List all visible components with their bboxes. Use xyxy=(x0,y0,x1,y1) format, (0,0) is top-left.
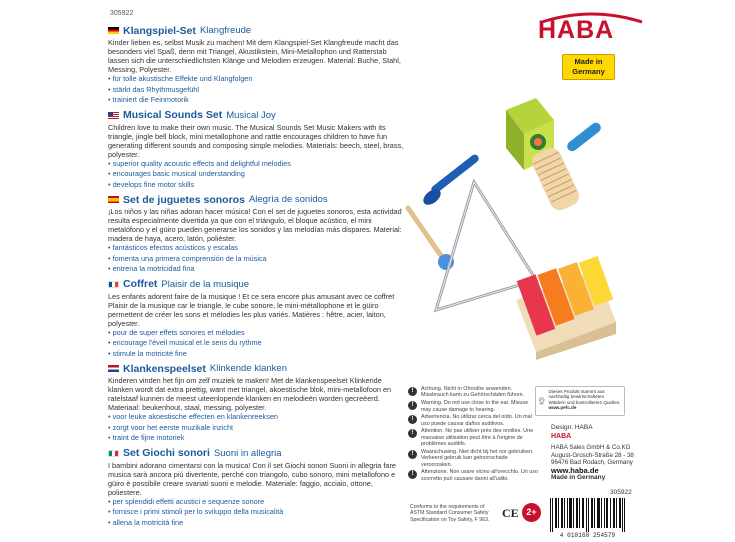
article-number: 305922 xyxy=(110,10,134,17)
us-flag-icon xyxy=(108,112,119,119)
svg-text:PEFC: PEFC xyxy=(539,403,545,406)
ean-number: 4 010168 254579 xyxy=(559,532,616,539)
bullet-item: • traint de fijne motoriek xyxy=(108,433,408,444)
bullet-item: • fomenta una primera comprensión de la música xyxy=(108,254,408,265)
age-badge: 2+ xyxy=(522,503,541,522)
product-illustration xyxy=(386,90,626,360)
made-in-germany-badge xyxy=(562,54,615,80)
bullet-item: • encourages basic musical understanding xyxy=(108,169,408,180)
bullet-item: • voor leuke akoestische effecten en klankenreeksen xyxy=(108,412,408,423)
bullet-item: • zorgt voor het eerste muzikale inzicht xyxy=(108,423,408,434)
section-body: I bambini adorano cimentarsi con la musica! Con il set Giochi sonori Suoni in allegria fare musica sarà ancora più divertente, perché con triangolo, cubo sonoro, mini metallofono e güiro è possibile creare svariati suoni e melodie. Materiale: faggio, acciaio, ottone, poliestere. xyxy=(108,460,396,497)
website-link: www.haba.de xyxy=(551,465,599,475)
french-flag-icon xyxy=(108,281,119,288)
section-it xyxy=(108,447,408,529)
address-line: 96476 Bad Rodach, Germany xyxy=(551,459,633,467)
warning-row xyxy=(408,428,538,447)
bullet-list xyxy=(108,243,408,275)
warning-row xyxy=(408,414,538,427)
spanish-flag-icon xyxy=(108,196,119,203)
made-in-germany-text: Made in Germany xyxy=(551,474,606,482)
address-line: HABA Sales GmbH & Co.KG xyxy=(551,444,631,451)
astm-conformity: Conforms to the requirements of ASTM Standard Consumer Safety Specification on Toy Safety, F 963. xyxy=(410,504,490,523)
warning-text: Attenzione. Non usare vicino all'orecchio. Un uso scorretto può causare danni all'udito. xyxy=(421,469,538,482)
company-address xyxy=(551,444,651,482)
bullet-item: • superior quality acoustic effects and delightful melodies xyxy=(108,159,408,170)
pefc-text: Dieses Produkt stammt aus nachhaltig bewirtschafteten Wäldern und kontrollierten Quellen. xyxy=(548,389,621,405)
pefc-url: www.pefc.de xyxy=(548,405,577,411)
bullet-item: • encourage l'éveil musical et le sens du rythme xyxy=(108,338,408,349)
warning-text: Advertencia. No utilizar cerca del oído. Un mal uso puede causar daños auditivos. xyxy=(421,414,532,427)
section-title: Set Giochi sonori xyxy=(123,447,210,459)
bullet-list xyxy=(108,412,408,444)
warning-text: Achtung. Nicht in Ohrnähe anwenden. Missbrauch kann zu Gehörschäden führen. xyxy=(421,386,525,399)
dutch-flag-icon xyxy=(108,365,119,372)
brand-name: HABA xyxy=(538,16,615,44)
warning-row xyxy=(408,469,538,482)
section-body: Children love to make their own music. The Musical Sounds Set Music Makers with its triangle, jingle bell block, mini metallophone and rattle encourages children to have fun generating different sounds and composing simple melodies. Materials: beech, steel, brass, polyester. xyxy=(108,122,404,159)
warning-row xyxy=(408,400,538,413)
ear-warning-icon: ! xyxy=(408,429,417,438)
section-body: Les enfants adorent faire de la musique ! Et ce sera encore plus amusant avec ce coffret Plaisir de la musique car le triangle, le cube sonore, le mini-métallophone et le güiro permettent de créer les sons et mélodies les plus variés. Matières : hêtre, acier, laiton, polyester. xyxy=(108,291,395,328)
warning-row xyxy=(408,386,538,399)
section-subtitle: Plaisir de la musique xyxy=(161,278,250,290)
bullet-item: • fornisce i primi stimoli per lo sviluppo della musicalità xyxy=(108,507,408,518)
bullet-item: • für tolle akustische Effekte und Klangfolgen xyxy=(108,74,408,85)
bullet-item: • develops fine motor skills xyxy=(108,180,408,191)
description-column xyxy=(108,24,408,531)
ear-warning-icon: ! xyxy=(408,415,417,424)
section-subtitle: Klangfreude xyxy=(199,25,252,36)
bullet-item: • pour de super effets sonores et mélodies xyxy=(108,328,408,339)
warning-row xyxy=(408,449,538,468)
address-line: August-Grosch-Straße 28 - 38 xyxy=(551,451,634,459)
bullet-list xyxy=(108,328,408,360)
bullet-list xyxy=(108,159,408,191)
section-subtitle: Suoni in allegria xyxy=(213,447,282,459)
section-title: Klangspiel-Set xyxy=(123,24,196,37)
bullet-list xyxy=(108,497,408,529)
ear-warning-icon: ! xyxy=(408,387,417,396)
warning-text: Waarschuwing. Niet dicht bij het oor gebruiken. Verkeerd gebruik kan gehoorschade veroorzaken. xyxy=(421,448,534,468)
section-es xyxy=(108,193,408,275)
section-subtitle: Musical Joy xyxy=(226,109,276,121)
haba-small-logo: HABA xyxy=(551,433,572,440)
section-body: Kinderen vinden het fijn om zelf muziek te maken! Met de klankenspeelset Klinkende klanken wordt dat extra prettig, want met triangel, akoestische blok, mini-metallofoon en ratelstaaf kunnen de meest uiteenlopende klanken en melodieën worden gecreëerd. Materiaal: beukenhout, staal, messing, polyester. xyxy=(108,376,392,412)
section-nl xyxy=(108,362,408,444)
ear-warning-icon: ! xyxy=(408,470,417,479)
section-title: Set de juguetes sonoros xyxy=(123,193,245,206)
section-title: Musical Sounds Set xyxy=(123,109,223,121)
ear-warning-icon: ! xyxy=(408,401,417,410)
ear-warning-icon: ! xyxy=(408,450,417,459)
section-body: ¡Los niños y las niñas adoran hacer música! Con el set de juguetes sonoros, esta actividad resulta especialmente divertida ya que con el triángulo, el bloque acústico, el mini metalófono y el güiro pueden generarse los sonidos y las melodías más dispares. Material: madera de haya, acero, latón, poliéster. xyxy=(108,207,402,243)
badge-line: Made in xyxy=(574,57,603,66)
section-subtitle: Alegría de sonidos xyxy=(248,194,328,205)
section-title: Coffret xyxy=(123,278,158,290)
bullet-item: • stimule la motricité fine xyxy=(108,349,408,360)
design-credit: Design: HABA xyxy=(551,424,593,431)
wooden-mallet-icon xyxy=(408,208,454,270)
badge-line: Germany xyxy=(572,67,605,76)
warning-text: Attention. Ne pas utiliser près des oreilles. Une mauvaise utilisation peut être à l'origine de problèmes auditifs. xyxy=(421,428,534,448)
article-number-bottom: 305922 xyxy=(610,489,632,496)
pefc-certification xyxy=(535,386,625,416)
italian-flag-icon xyxy=(108,450,119,457)
section-fr xyxy=(108,278,408,360)
section-title: Klankenspeelset xyxy=(123,362,206,375)
section-en xyxy=(108,109,408,191)
bullet-item: • entrena la motricidad fina xyxy=(108,264,408,275)
section-de xyxy=(108,24,408,106)
pefc-tree-icon xyxy=(538,389,546,413)
german-flag-icon xyxy=(108,27,119,34)
section-body: Kinder lieben es, selbst Musik zu machen! Mit dem Klangspiel-Set Klangfreude macht das besonders viel Spaß, denn mit Triangel, Akustikstein, Mini-Metallophon und Ratterstab lassen sich die unterschiedlichsten Klänge und Melodien erzeugen. Material: Buche, Stahl, Messing, Polyester. xyxy=(108,38,401,74)
barcode-icon xyxy=(548,498,627,532)
bullet-item: • stärkt das Rhythmusgefühl xyxy=(108,85,408,96)
warning-block xyxy=(408,386,538,483)
mallet-rod-icon xyxy=(420,153,480,208)
bullet-item: • allena la motricità fine xyxy=(108,518,408,529)
section-subtitle: Klinkende klanken xyxy=(209,363,287,374)
bullet-item: • trainiert die Feinmotorik xyxy=(108,95,408,106)
warning-text: Warning. Do not use close to the ear. Misuse may cause damage to hearing. xyxy=(421,400,529,413)
bullet-item: • per splendidi effetti acustici e sequenze sonore xyxy=(108,497,408,508)
bullet-item: • fantásticos efectos acústicos y escalas xyxy=(108,243,408,254)
haba-logo xyxy=(538,12,646,50)
bullet-list xyxy=(108,74,408,106)
ce-mark-icon: CE xyxy=(502,506,519,520)
